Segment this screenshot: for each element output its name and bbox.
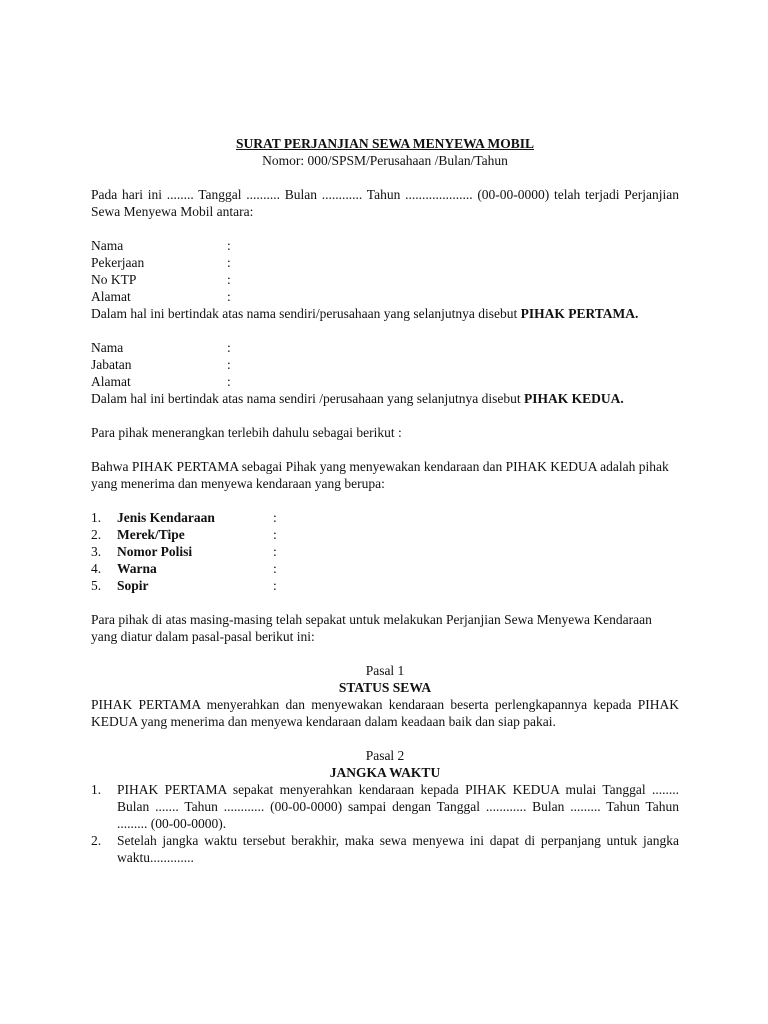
- closing-paragraph: Para pihak di atas masing-masing telah sepakat untuk melakukan Perjanjian Sewa Menyewa Kendaraan yang diatur dalam pasal-pasal berikut ini:: [91, 612, 652, 644]
- list-item: [91, 577, 679, 594]
- list-item: [91, 543, 679, 560]
- list-label: Merek/Tipe: [117, 527, 185, 542]
- field-row: [91, 271, 679, 288]
- pasal2-heading: Pasal 2: [365, 748, 405, 763]
- field-row: [91, 237, 679, 254]
- list-number: 3.: [91, 544, 102, 559]
- pasal1-heading: Pasal 1: [365, 663, 405, 678]
- field-row: [91, 339, 679, 356]
- list-colon: :: [273, 510, 277, 525]
- pasal1-title: STATUS SEWA: [338, 680, 432, 695]
- list-number: 5.: [91, 578, 102, 593]
- party1-fields: [91, 237, 679, 305]
- preface-paragraph: Para pihak menerangkan terlebih dahulu sebagai berikut :: [91, 425, 402, 440]
- list-item: [91, 560, 679, 577]
- field-label: No KTP: [91, 272, 137, 287]
- statement-text: Dalam hal ini bertindak atas nama sendiri /perusahaan yang selanjutnya disebut: [91, 391, 524, 406]
- party2-statement: [91, 390, 679, 407]
- field-label: Pekerjaan: [91, 255, 145, 270]
- field-colon: :: [227, 374, 231, 389]
- party2-fields: [91, 339, 679, 390]
- list-item: [91, 781, 679, 832]
- document-number: Nomor: 000/SPSM/Perusahaan /Bulan/Tahun: [262, 153, 508, 168]
- statement-text: Dalam hal ini bertindak atas nama sendiri/perusahaan yang selanjutnya disebut: [91, 306, 521, 321]
- list-colon: :: [273, 561, 277, 576]
- field-row: [91, 288, 679, 305]
- list-text: PIHAK PERTAMA sepakat menyerahkan kendaraan kepada PIHAK KEDUA mulai Tanggal ........ Bulan ....... Tahun ............ (00-00-0000) sampai dengan Tanggal ............ Bulan ......... Tahun Tahun ......... (00-00-0000).: [117, 782, 679, 831]
- list-label: Jenis Kendaraan: [117, 510, 215, 525]
- field-row: [91, 373, 679, 390]
- party1-statement: [91, 305, 679, 322]
- list-colon: :: [273, 578, 277, 593]
- intro-paragraph: Pada hari ini ........ Tanggal .......... Bulan ............ Tahun .................... (00-00-0000) telah terjadi Perjanjian Sewa Menyewa Mobil antara:: [91, 187, 679, 219]
- field-colon: :: [227, 289, 231, 304]
- list-number: 1.: [91, 782, 102, 797]
- field-colon: :: [227, 272, 231, 287]
- list-item: [91, 509, 679, 526]
- list-label: Nomor Polisi: [117, 544, 193, 559]
- pasal2-list: [91, 781, 679, 866]
- document-body: [91, 135, 679, 866]
- party1-role: PIHAK PERTAMA.: [520, 306, 639, 321]
- field-label: Alamat: [91, 289, 131, 304]
- field-label: Alamat: [91, 374, 131, 389]
- pasal2-title: JANGKA WAKTU: [329, 765, 441, 780]
- agreement-paragraph: Bahwa PIHAK PERTAMA sebagai Pihak yang menyewakan kendaraan dan PIHAK KEDUA adalah pihak yang menerima dan menyewa kendaraan yang berupa:: [91, 459, 669, 491]
- field-label: Jabatan: [91, 357, 132, 372]
- vehicle-list: [91, 509, 679, 594]
- field-colon: :: [227, 340, 231, 355]
- field-label: Nama: [91, 238, 124, 253]
- party2-role: PIHAK KEDUA.: [524, 391, 624, 406]
- list-item: [91, 832, 679, 866]
- list-text: Setelah jangka waktu tersebut berakhir, maka sewa menyewa ini dapat di perpanjang untuk jangka waktu.............: [117, 833, 679, 865]
- list-label: Warna: [117, 561, 157, 576]
- list-number: 2.: [91, 527, 102, 542]
- field-row: [91, 254, 679, 271]
- pasal1-body: PIHAK PERTAMA menyerahkan dan menyewakan kendaraan beserta perlengkapannya kepada PIHAK KEDUA yang menerima dan menyewa kendaraan dalam keadaan baik dan siap pakai.: [91, 697, 679, 729]
- list-number: 2.: [91, 833, 102, 848]
- field-colon: :: [227, 255, 231, 270]
- list-colon: :: [273, 527, 277, 542]
- list-colon: :: [273, 544, 277, 559]
- list-item: [91, 526, 679, 543]
- field-row: [91, 356, 679, 373]
- field-colon: :: [227, 357, 231, 372]
- list-number: 4.: [91, 561, 102, 576]
- document-title: SURAT PERJANJIAN SEWA MENYEWA MOBIL: [235, 136, 535, 151]
- field-colon: :: [227, 238, 231, 253]
- list-label: Sopir: [117, 578, 149, 593]
- list-number: 1.: [91, 510, 102, 525]
- field-label: Nama: [91, 340, 124, 355]
